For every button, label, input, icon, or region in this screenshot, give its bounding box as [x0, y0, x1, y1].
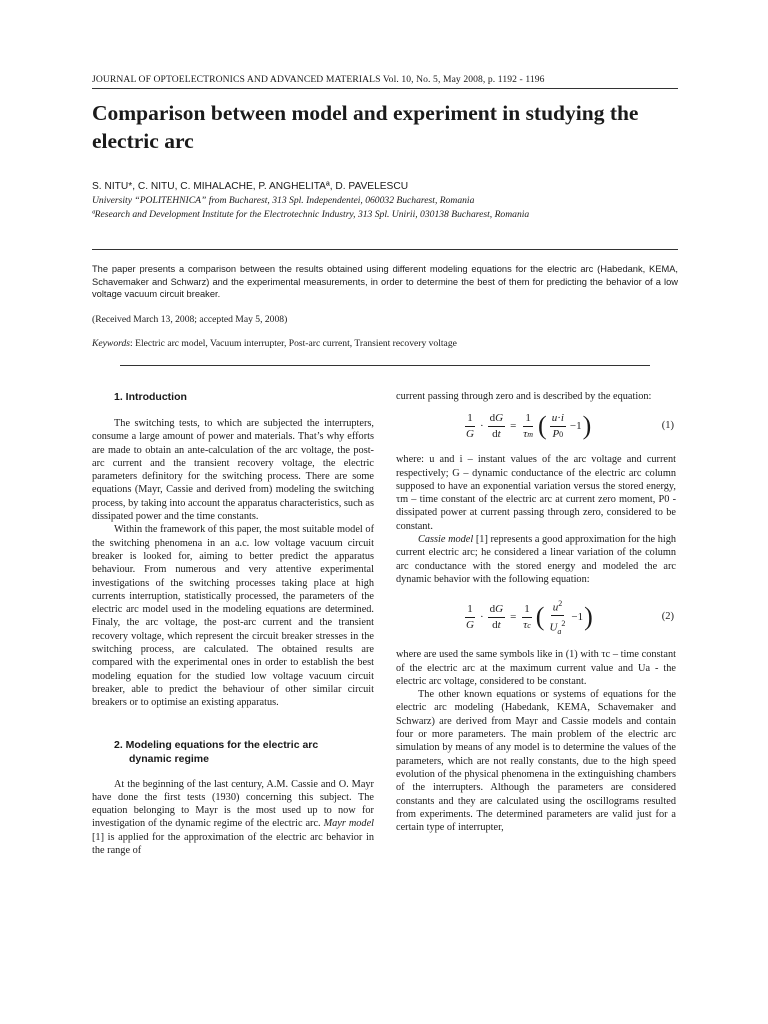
equation-2-number: (2)	[661, 611, 674, 623]
equation-2-body: $\frac{1}{G}$ · $\frac{dG}{dt}$ = $\frac{1}{\tau c}$ ( $\frac{u^2}{U_a^2}$ −1 )	[466, 598, 593, 637]
intro-paragraph-1: The switching tests, to which are subjected the interrupters, consume a large amount of power and materials. That’s why efforts are made to obtain an ante-calculation of the arc voltage, the post-arc current and the transient recovery voltage, the electric parameters definitory for the switching process. There are some equations (Mayr, Cassie and derived from) modeling the switching process, by taking into account the apparatus characteristics, such as dissipated power and the time constants.	[92, 418, 374, 523]
keywords	[92, 338, 457, 349]
equation-1-body: $\frac{1}{G}$ · $\frac{dG}{dt}$ = $\frac{1}{\tau m}$ ( $\frac{u\cdot i}{P0}$ −1 )	[466, 411, 592, 441]
keywords-bottom-rule	[120, 365, 650, 366]
left-column	[92, 390, 374, 857]
right-column	[396, 390, 676, 834]
equation-2	[396, 598, 676, 636]
cassie-symbols-text: where are used the same symbols like in (1) with τc – time constant of the electric arc at the maximum current value and Ua - the electric arc voltage, considered to be constant.	[396, 649, 676, 687]
header-rule	[92, 88, 678, 89]
section-1-heading: 1. Introduction	[114, 391, 187, 403]
journal-header: JOURNAL OF OPTOELECTRONICS AND ADVANCED MATERIALS Vol. 10, No. 5, May 2008, p. 1192 - 1196	[92, 74, 545, 85]
equation-1-number: (1)	[661, 420, 674, 432]
intro-paragraph-2: Within the framework of this paper, the most suitable model of the switching phenomena in an a.c. low voltage vacuum circuit breaker is looked for, aiming to better predict the apparatus behaviour. From numerous and very attentive experimental investigations of the switching processes taking place at high currents interruption, statistically processed, the parameters of the electric arc model used in the modeling equations are determined. Finaly, the arc voltage, the post-arc current and the transient recovery voltage, which represent the circuit breaker stresses in the switching process, are calculated. The obtained results are compared with the experimental ones in order to establish the best modeling equation for the studied low voltage vacuum circuit breaker, able to predict the behaviour of other similar circuit breakers or to optimise an existing apparatus.	[92, 524, 374, 709]
mayr-intro-text: current passing through zero and is described by the equation:	[396, 391, 652, 402]
modeling-paragraph-1-end: [1] is applied for the approximation of the electric arc behavior in the range of	[92, 831, 374, 857]
keywords-text: : Electric arc model, Vacuum interrupter, Post-arc current, Transient recovery voltage	[130, 338, 457, 349]
other-models-paragraph: The other known equations or systems of equations for the electric arc modeling (Habedank, KEMA, Schavemaker and Schwarz) are derived from Mayr and Cassie models and contain four or more parameters. The main problem of the electric arc simulation by means of any model is to determine the values of the parameters, which are not really constants, due to the high speed evolution of the physical phenomena in the extinguishing chambers of the interrupters. Although the parameters are considered constants and they are calculated using the oscillograms resulted from experiments. The determined parameters are valid just for a certain type of interrupter,	[396, 689, 676, 834]
keywords-label: Keywords	[92, 338, 131, 349]
abstract-top-rule	[92, 249, 678, 250]
cassie-model-term: Cassie model	[418, 534, 474, 546]
section-2-heading-line-2: dynamic regime	[129, 752, 209, 765]
cassie-paragraph	[396, 533, 676, 586]
equation-1	[396, 407, 676, 445]
affiliation-2: ªResearch and Development Institute for the Electrotechnic Industry, 313 Spl. Unirii, 030138 Bucharest, Romania	[92, 209, 530, 220]
mayr-model-term: Mayr model	[323, 818, 374, 830]
section-2-heading-line-1: 2. Modeling equations for the electric arc	[114, 738, 319, 751]
modeling-paragraph-1-start: At the beginning of the last century, A.M. Cassie and O. Mayr have done the first tests (1930) concerning this subject. The equation belonging to Mayr is the most used up to now for investigation of the dynamic regime of the electric arc.	[92, 778, 374, 830]
modeling-paragraph-1	[92, 778, 374, 858]
abstract: The paper presents a comparison between the results obtained using different modeling equations for the electric arc (Habedank, KEMA, Schavemaker and Schwarz) and the experimental measurements, in order to determine the best of them for predicting the behavior of a low voltage vacuum circuit breaker.	[92, 264, 678, 299]
author-list: S. NITU*, C. NITU, C. MIHALACHE, P. ANGHELITAª, D. PAVELESCU	[92, 181, 409, 192]
received-dates: (Received March 13, 2008; accepted May 5, 2008)	[92, 314, 288, 325]
paper-title: Comparison between model and experiment in studying the electric arc	[92, 101, 639, 153]
affiliation-1: University “POLITEHNICA” from Bucharest, 313 Spl. Independentei, 060032 Bucharest, Romania	[92, 195, 475, 206]
section-2-heading	[92, 738, 374, 766]
cassie-paragraph-rest: [1] represents a good approximation for the high current electric arc; he considered a linear variation of the column arc conductance with the stored energy and modeled the arc dynamic behavior with the following equation:	[396, 534, 677, 585]
mayr-symbols-text: where: u and i – instant values of the arc voltage and current respectively; G – dynamic conductance of the electric arc column supposed to have an exponential variation versus the stored energy, τm – time constant of the electric arc at current zero moment, P0 - dissipated power at current passing through zero, considered to be constant.	[396, 454, 676, 532]
